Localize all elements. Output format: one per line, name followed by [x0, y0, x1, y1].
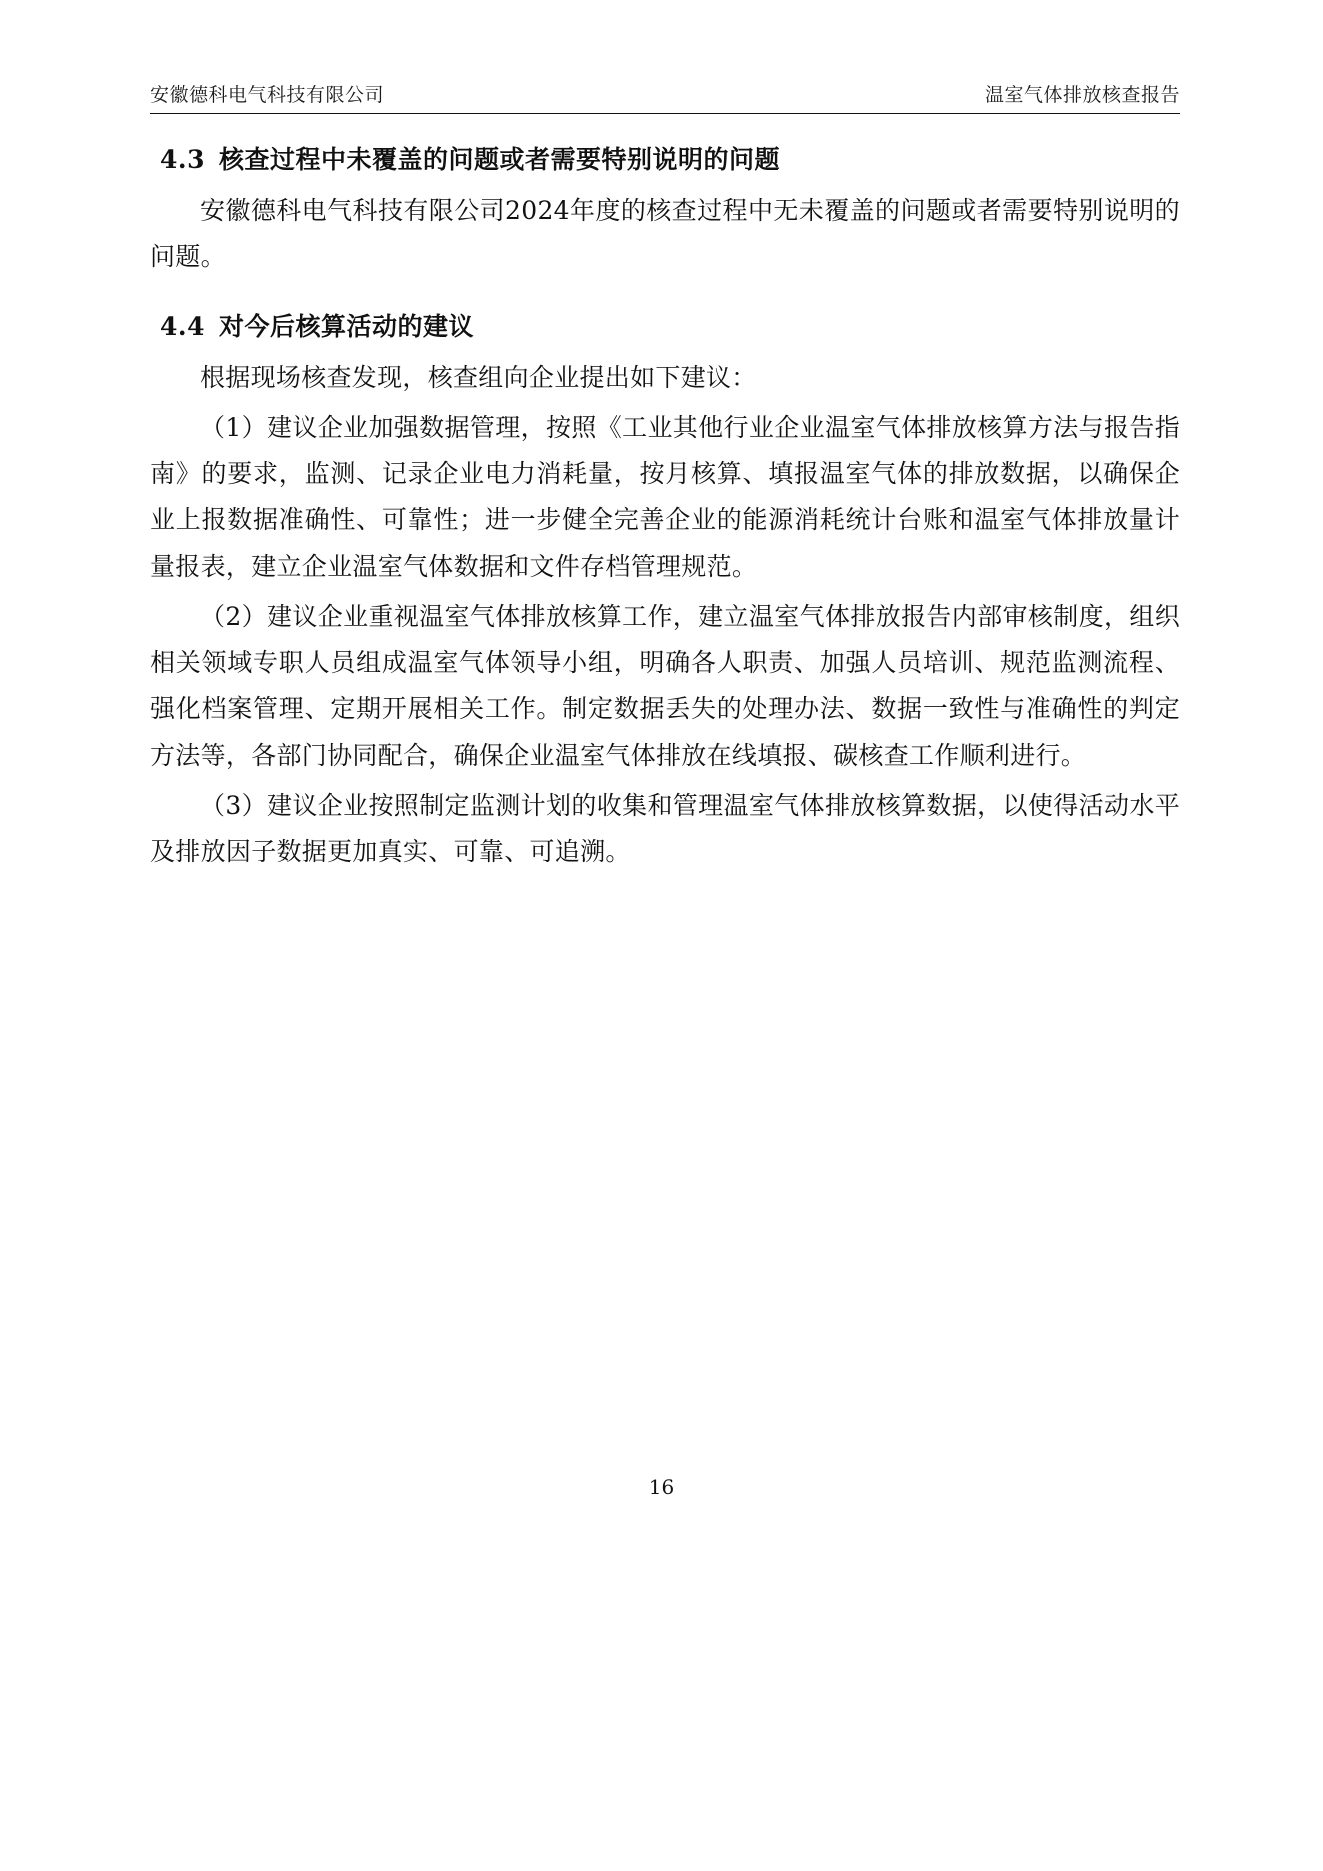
paragraph-4-4-4: （3）建议企业按照制定监测计划的收集和管理温室气体排放核算数据，以使得活动水平及排放因子数据更加真实、可靠、可追溯。 — [150, 790, 1180, 866]
paragraph-4-3-1: 安徽德科电气科技有限公司2024年度的核查过程中无未覆盖的问题或者需要特别说明的问题。 — [150, 196, 1180, 272]
section-number-4-3: 4.3 — [160, 145, 205, 174]
section-number-4-4: 4.4 — [160, 311, 205, 341]
page-header — [150, 80, 1180, 114]
header-report-title: 温室气体排放核查报告 — [984, 84, 1180, 106]
header-company-name: 安徽德科电气科技有限公司 — [150, 84, 385, 106]
section-heading-4-4 — [160, 307, 1180, 343]
section-heading-4-3 — [160, 140, 1180, 176]
paragraph-4-4-1: 根据现场核查发现，核查组向企业提出如下建议： — [200, 362, 757, 392]
section-title-4-4: 对今后核算活动的建议 — [219, 311, 475, 341]
paragraph-4-4-3: （2）建议企业重视温室气体排放核算工作，建立温室气体排放报告内部审核制度，组织相关领域专职人员组成温室气体领导小组，明确各人职责、加强人员培训、规范监测流程、强化档案管理、定期开展相关工作。制定数据丢失的处理办法、数据一致性与准确性的判定方法等，各部门协同配合，确保企业温室气体排放在线填报、碳核查工作顺利进行。 — [150, 601, 1180, 770]
page-content — [150, 80, 1180, 879]
page-number: 16 — [648, 1475, 675, 1499]
paragraph-4-4-2: （1）建议企业加强数据管理，按照《工业其他行业企业温室气体排放核算方法与报告指南》的要求，监测、记录企业电力消耗量，按月核算、填报温室气体的排放数据，以确保企业上报数据准确性、可靠性；进一步健全完善企业的能源消耗统计台账和温室气体排放量计量报表，建立企业温室气体数据和文件存档管理规范。 — [150, 412, 1180, 581]
section-title-4-3: 核查过程中未覆盖的问题或者需要特别说明的问题 — [219, 145, 781, 174]
